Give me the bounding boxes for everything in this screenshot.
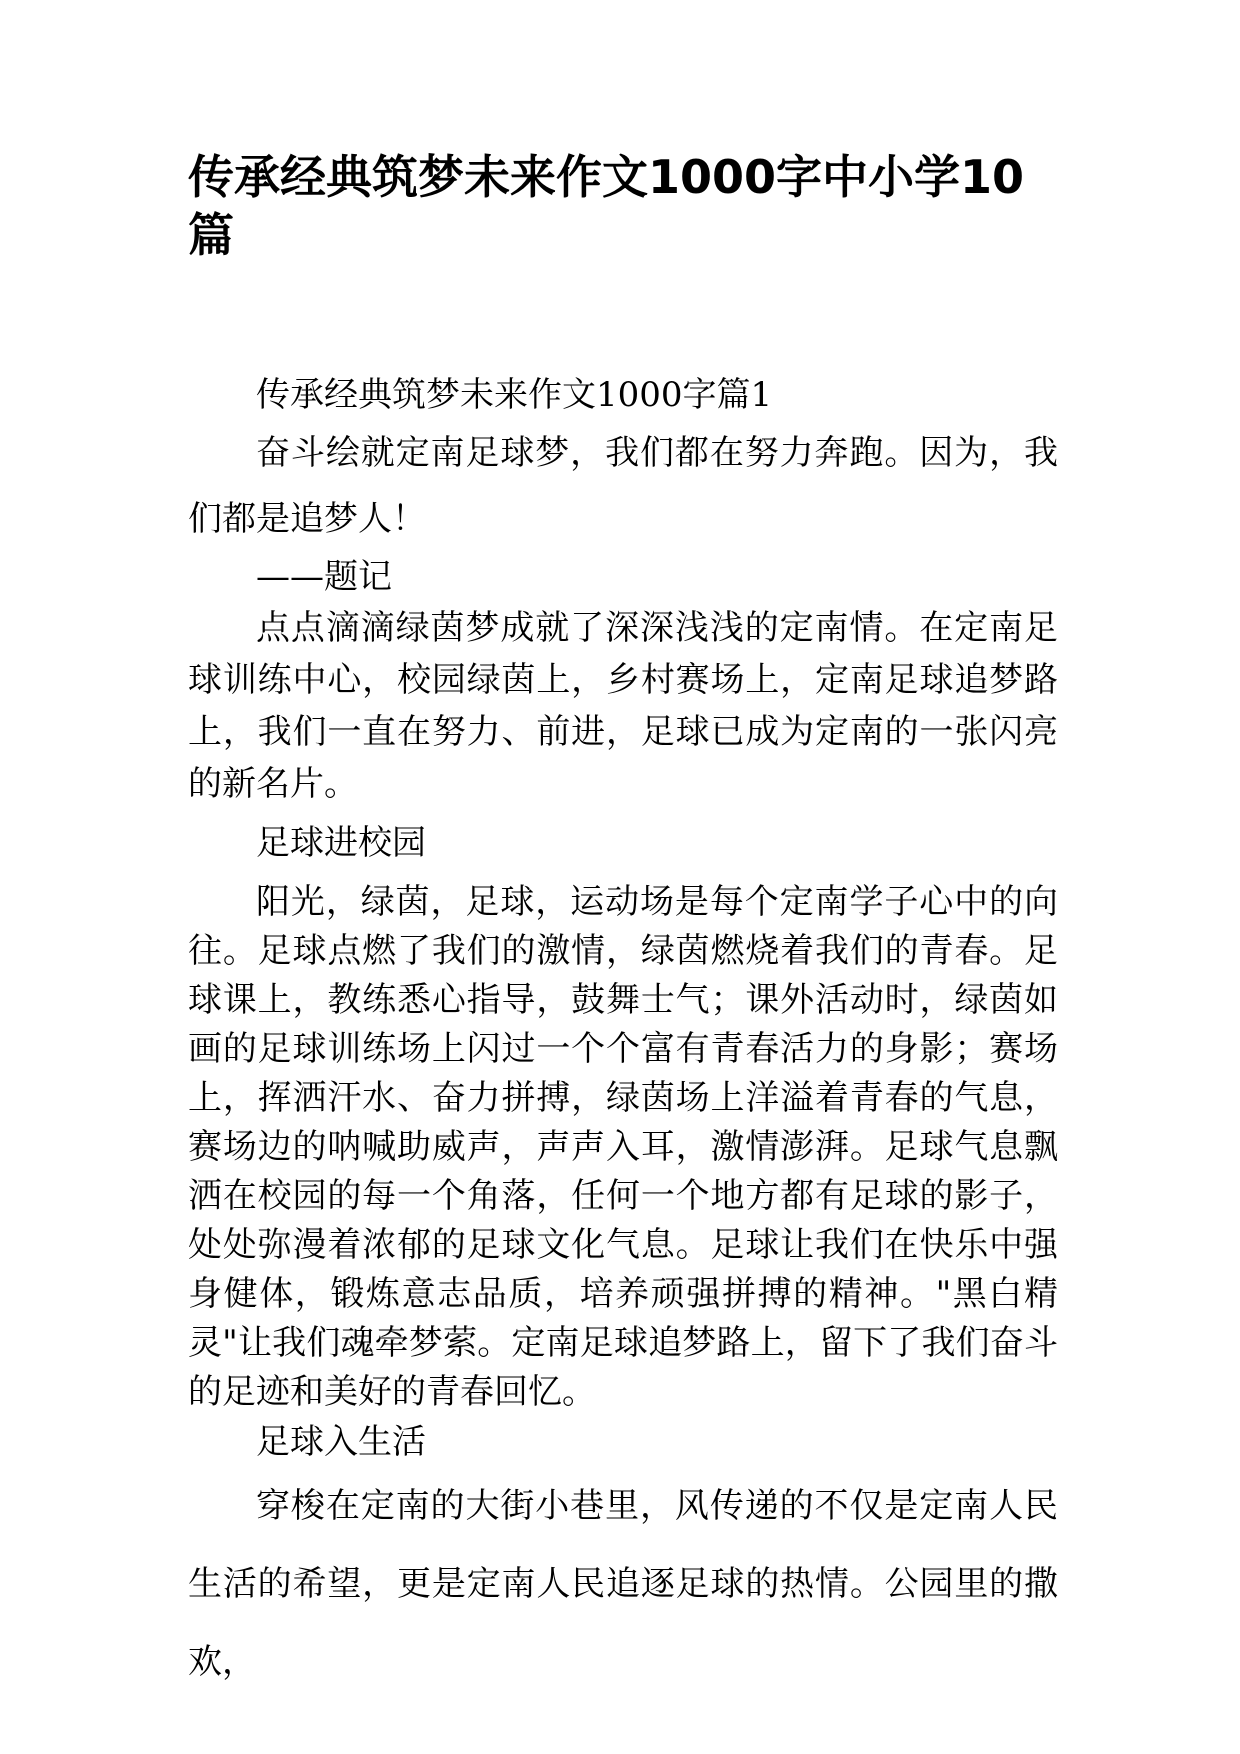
- document-title: 传承经典筑梦未来作文1000字中小学10篇: [188, 150, 1025, 262]
- paragraph-campus: 阳光，绿茵，足球，运动场是每个定南学子心中的向往。足球点燃了我们的激情，绿茵燃烧着我们的青春。足球课上，教练悉心指导，鼓舞士气；课外活动时，绿茵如画的足球训练场上闪过一个个富有青春活力的身影；赛场上，挥洒汗水、奋力拼搏，绿茵场上洋溢着青春的气息，赛场边的呐喊助威声，声声入耳，激情澎湃。足球气息飘洒在校园的每一个角落，任何一个地方都有足球的影子，处处弥漫着浓郁的足球文化气息。足球让我们在快乐中强身健体，锻炼意志品质，培养顽强拼搏的精神。"黑白精灵"让我们魂牵梦萦。定南足球追梦路上，留下了我们奋斗的足迹和美好的青春回忆。: [188, 882, 1058, 1412]
- paragraph-intro: 奋斗绘就定南足球梦，我们都在努力奔跑。因为，我们都是追梦人！: [188, 433, 1058, 539]
- essay-heading: 传承经典筑梦未来作文1000字篇1: [256, 375, 773, 415]
- section-heading-campus: 足球进校园: [256, 823, 426, 863]
- paragraph-epigraph: ——题记: [256, 557, 392, 597]
- paragraph-green-dream: 点点滴滴绿茵梦成就了深深浅浅的定南情。在定南足球训练中心，校园绿茵上，乡村赛场上，定南足球追梦路上，我们一直在努力、前进，足球已成为定南的一张闪亮的新名片。: [188, 608, 1058, 804]
- document-body: [188, 370, 1058, 1701]
- section-heading-life: 足球入生活: [256, 1422, 426, 1462]
- paragraph-life: 穿梭在定南的大街小巷里，风传递的不仅是定南人民生活的希望，更是定南人民追逐足球的热情。公园里的撒欢，: [188, 1486, 1058, 1682]
